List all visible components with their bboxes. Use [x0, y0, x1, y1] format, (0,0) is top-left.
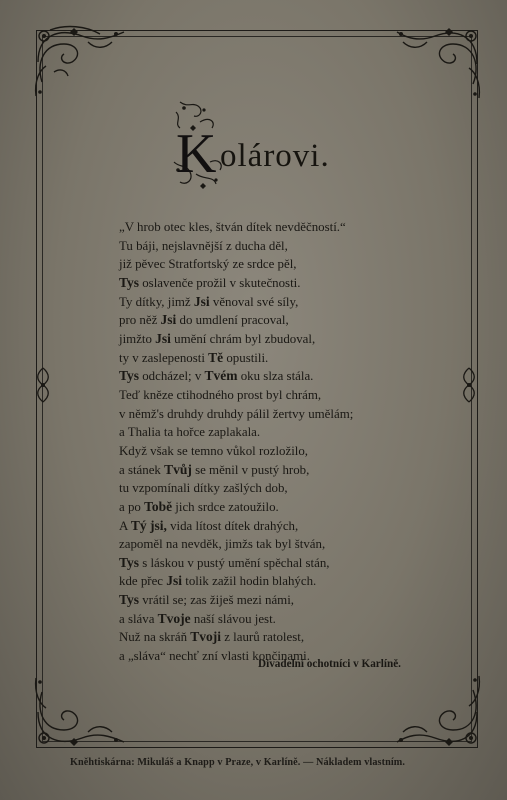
line-text: A: [119, 518, 131, 533]
line-text: do umdlení pracoval,: [176, 313, 289, 328]
line-text: z laurů ratolest,: [221, 630, 305, 645]
poem-line: [119, 423, 419, 442]
poem-line: [119, 330, 419, 349]
poem-line: [119, 554, 419, 573]
emphasized-word: Tys: [119, 368, 140, 384]
line-text: již pěvec Stratfortský ze srdce pěl,: [119, 257, 297, 272]
poem-body: [119, 218, 419, 666]
poem-line: [119, 293, 419, 312]
corner-ornament-top-left: [30, 22, 130, 102]
poem-line: [119, 274, 419, 293]
side-ornament-right: [460, 366, 478, 404]
line-text: a Thalia ta hořce zaplakala.: [119, 425, 261, 440]
poem-line: [119, 479, 419, 498]
poem-line: [119, 628, 419, 647]
line-text: umění chrám byl zbudoval,: [170, 331, 316, 346]
line-text: tu vzpomínali dítky zašlých dob,: [119, 481, 288, 496]
imprint-line: Kněhtiskárna: Mikuláš a Knapp v Praze, v Karlíně. — Nákladem vlastním.: [70, 757, 405, 768]
line-text: s láskou v pustý umění spěchal stán,: [139, 555, 330, 570]
line-text: jich srdce zatoužilo.: [172, 499, 279, 514]
poem-line: [119, 349, 419, 368]
line-text: Tu báji, nejslavnější z ducha děl,: [119, 238, 288, 253]
emphasized-word: Tobě: [144, 498, 173, 514]
line-text: se měnil v pustý hrob,: [191, 462, 310, 477]
line-text: opustili.: [223, 350, 269, 365]
line-text: Nuž na skráň: [119, 630, 191, 645]
emphasized-word: Tvůj: [164, 461, 192, 477]
line-text: v němž's druhdy druhdy pálil žertvy umělám;: [119, 406, 354, 421]
poem-line: [119, 386, 419, 405]
line-text: vrátil se; zas žiješ mezi námi,: [139, 593, 295, 608]
emphasized-word: Tvém: [204, 368, 238, 384]
poem-title: [170, 98, 370, 198]
poem-line: [119, 218, 419, 237]
emphasized-word: Tý jsi,: [130, 517, 167, 533]
line-text: „V hrob otec kles, štván dítek nevděčností.“: [119, 220, 346, 234]
poem-line: [119, 367, 419, 386]
line-text: pro něž: [119, 313, 161, 328]
line-text: Teď kněze ctihodného prost byl chrám,: [119, 387, 322, 402]
line-text: a stánek: [119, 462, 165, 477]
emphasized-word: Tys: [119, 274, 140, 290]
line-text: kde přec: [119, 574, 167, 589]
line-text: jimžto: [119, 331, 156, 346]
emphasized-word: Jsi: [193, 293, 210, 309]
poem-line: [119, 610, 419, 629]
emphasized-word: Tvoje: [157, 610, 191, 626]
line-text: odcházel; v: [139, 369, 205, 384]
poem-line: [119, 442, 419, 461]
poem-line: [119, 311, 419, 330]
poem-line: [119, 405, 419, 424]
line-text: zapoměl na nevděk, jimžs tak byl štván,: [119, 537, 326, 552]
line-text: vida lítost dítek drahých,: [166, 518, 299, 533]
emphasized-word: Tě: [208, 349, 224, 365]
line-text: a sláva: [119, 611, 158, 626]
line-text: věnoval své síly,: [209, 294, 299, 309]
signature: Divadelní ochotníci v Karlíně.: [258, 658, 401, 670]
emphasized-word: Tvoji: [190, 629, 221, 645]
line-text: tolik zažil hodin blahých.: [182, 574, 317, 589]
poem-line: [119, 591, 419, 610]
line-text: ty v zaslepenosti: [119, 350, 209, 365]
poem-line: [119, 461, 419, 480]
title-text: olárovi.: [220, 138, 330, 174]
line-text: Ty dítky, jimž: [119, 294, 194, 309]
poem-line: [119, 255, 419, 274]
line-text: a po: [119, 499, 145, 514]
emphasized-word: Jsi: [155, 330, 171, 346]
poem-line: [119, 498, 419, 517]
emphasized-word: Jsi: [166, 573, 183, 589]
emphasized-word: Tys: [119, 592, 140, 608]
line-text: oslavenče prožil v skutečnosti.: [139, 275, 301, 290]
corner-ornament-bottom-right: [395, 672, 485, 752]
poem-line: [119, 237, 419, 256]
line-text: naší slávou jest.: [190, 611, 276, 626]
line-text: oku slza stála.: [237, 369, 314, 384]
poem-line: [119, 517, 419, 536]
line-text: a „sláva“ nechť zní vlasti končinami.: [119, 649, 310, 664]
svg-text:K: K: [176, 123, 217, 185]
emphasized-word: Jsi: [160, 312, 177, 328]
poem-line: [119, 535, 419, 554]
line-text: Když však se temno vůkol rozložilo,: [119, 443, 309, 458]
corner-ornament-top-right: [395, 22, 485, 102]
emphasized-word: Tys: [119, 554, 140, 570]
corner-ornament-bottom-left: [30, 672, 130, 752]
side-ornament-left: [34, 366, 52, 404]
poem-line: [119, 572, 419, 591]
